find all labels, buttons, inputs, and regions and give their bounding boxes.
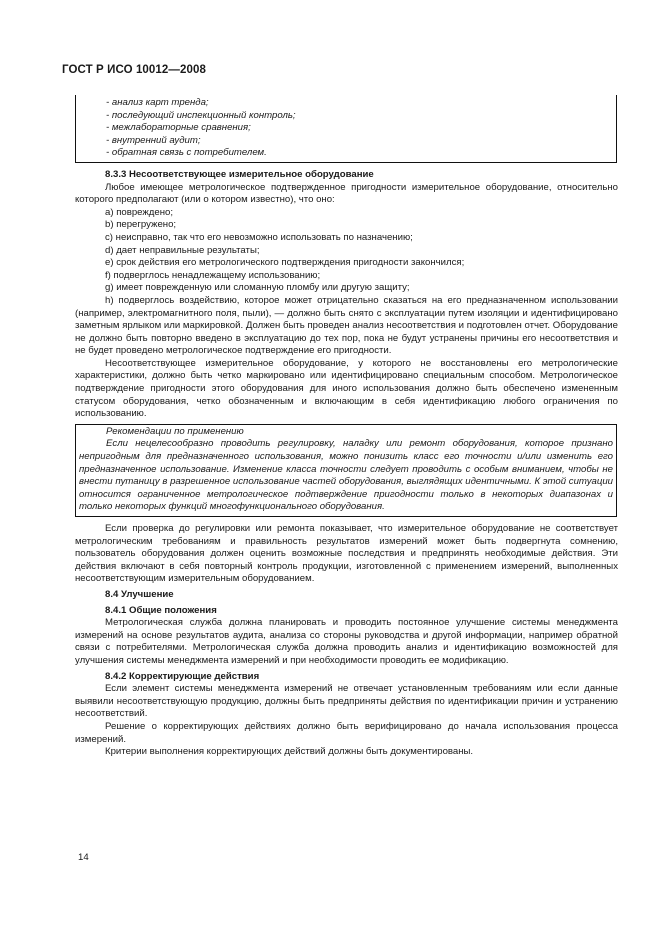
section-heading-8-4-1: 8.4.1 Общие положения xyxy=(105,604,217,616)
section-heading-8-4-2: 8.4.2 Корректирующие действия xyxy=(105,670,260,682)
paragraph: Метрологическая служба должна планировать и проводить постоянное улучшение системы менеджмента измерений на основе результатов аудита, анализа со стороны руководства и другой информации, например обратной связи с потребителями. Метрологическая служба должна проводить анализ и идентификацию возможностей для улучшения системы менеджмента измерений и при необходимости проводить ее модификацию. xyxy=(75,617,618,666)
recommendation-box xyxy=(75,424,617,517)
list-item: d) дает неправильные результаты; xyxy=(105,244,260,256)
list-item: b) перегружено; xyxy=(105,219,177,231)
list-item: f) подверглось ненадлежащему использованию; xyxy=(105,269,321,281)
section-heading-8-3-3: 8.3.3 Несоответствующее измерительное оборудование xyxy=(105,168,374,180)
list-item: c) неисправно, так что его невозможно использовать по назначению; xyxy=(105,231,413,243)
paragraph: Любое имеющее метрологическое подтвержденное пригодности измерительное оборудование, относительно которого предполагают (или о котором известно), что оно: xyxy=(75,181,618,206)
list-item: e) срок действия его метрологического подтверждения пригодности закончился; xyxy=(105,257,465,269)
continued-list-box xyxy=(75,95,617,163)
section-heading-8-4: 8.4 Улучшение xyxy=(105,588,174,600)
page-number: 14 xyxy=(78,852,89,863)
paragraph: Решение о корректирующих действиях должно быть верифицировано до начала использования процесса измерений. xyxy=(75,720,618,745)
list-item: - внутренний аудит; xyxy=(106,134,201,146)
page-content xyxy=(75,95,618,759)
list-item: - обратная связь с потребителем. xyxy=(106,147,267,159)
recommendation-title: Рекомендации по применению xyxy=(106,425,244,437)
paragraph: Несоответствующее измерительное оборудование, у которого не восстановлены его метрологические характеристики, должно быть четко маркировано или идентифицировано специальным способом. Метрологическое подтверждение пригодности этого оборудования для иного использования должно быть обеспечено измененным статусом оборудования, четко обозначенным и включающим в себя идентификацию любого ограничения по использованию. xyxy=(75,357,618,420)
paragraph: Если элемент системы менеджмента измерений не отвечает установленным требованиям или если данные выявили несоответствующую продукцию, должны быть предприняты действия по идентификации причин и устранению несоответствий. xyxy=(75,683,618,720)
recommendation-body: Если нецелесообразно проводить регулировку, наладку или ремонт оборудования, которое признано непригодным для предназначенного использования, можно понизить класс его точности и/или изменить его предназначенное использование. Изменение класса точности следует проводить с особым вниманием, чтобы не внести путаницу в разрешенное использование частей оборудования, выглядящих идентичными. К этой ситуации относится ограниченное метрологическое подтверждение пригодности только в некоторых диапазонах и только некоторых функций многофункционального оборудования. xyxy=(79,438,613,513)
paragraph: Критерии выполнения корректирующих действий должны быть документированы. xyxy=(105,746,474,758)
list-item: a) повреждено; xyxy=(105,206,174,218)
list-item-h-paragraph: h) подверглось воздействию, которое может отрицательно сказаться на его предназначенном использовании (например, электромагнитного поля, пыли), — должно быть снято с эксплуатации путем изоляции и идентифицировано заметным ярлыком или маркировкой. Должен быть проведен анализ несоответствия и подготовлен отчет. Оборудование не должно быть повторно введено в эксплуатацию до тех пор, пока не будут устранены причины его несоответствия и не будет проведено метрологическое подтверждение его пригодности. xyxy=(75,294,618,357)
list-item: - межлабораторные сравнения; xyxy=(106,122,251,134)
list-item: g) имеет поврежденную или сломанную пломбу или другую защиту; xyxy=(105,282,410,294)
document-header: ГОСТ Р ИСО 10012—2008 xyxy=(62,64,207,76)
paragraph: Если проверка до регулировки или ремонта показывает, что измерительное оборудование не соответствует метрологическим требованиям и правильность результатов измерений может быть подвергнута сомнению, пользователь оборудования должен оценить возможные последствия и предпринять необходимые действия. Эти действия включают в себя повторный контроль продукции, изготовленной с применением измерений, выполненных несоответствующим измерительным оборудованием. xyxy=(75,523,618,585)
list-item: - последующий инспекционный контроль; xyxy=(106,109,296,121)
list-item: - анализ карт тренда; xyxy=(106,97,209,108)
